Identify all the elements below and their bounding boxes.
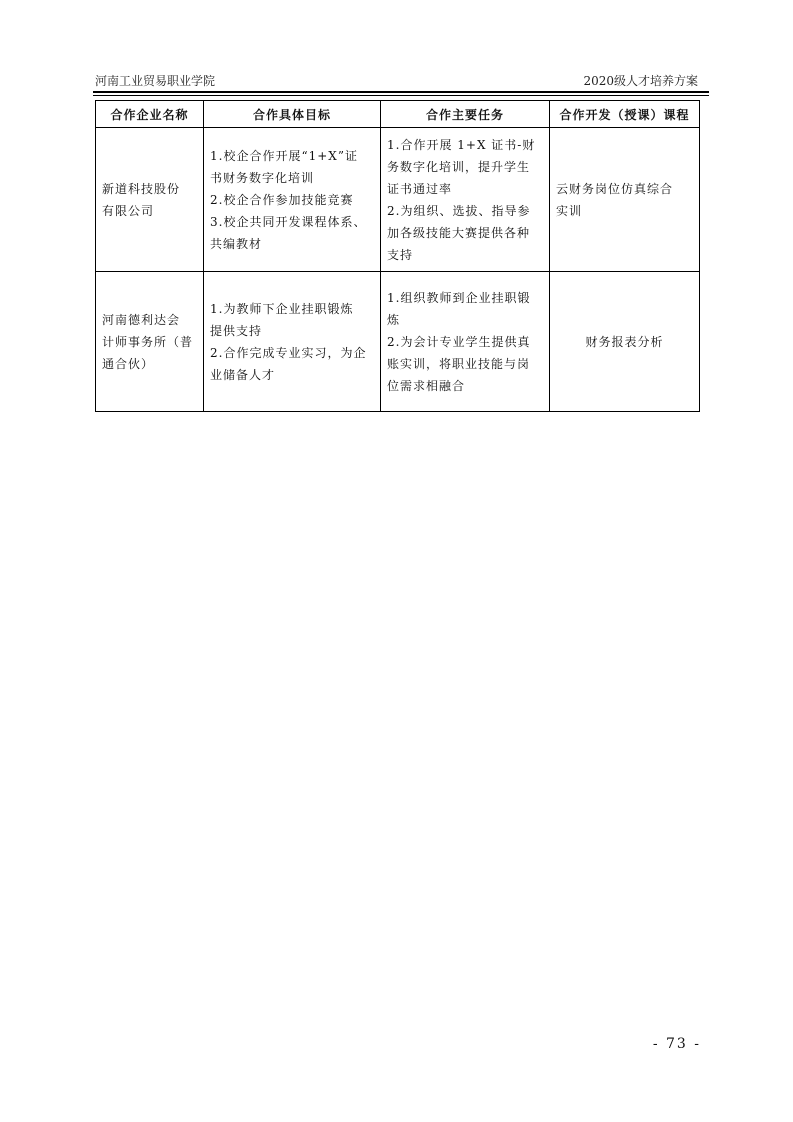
header-document-title: 2020级人才培养方案 [583,74,698,88]
cell-line: 2.为会计专业学生提供真 [387,334,531,349]
cell-line: 2.为组织、选拔、指导参 [387,203,531,218]
cell-line: 务数字化培训，提升学生 [387,159,531,174]
cooperation-table [95,100,700,412]
cell-line: 计师事务所（普 [102,334,194,349]
goals-cell [204,272,381,412]
cell-line: 证书通过率 [387,181,453,196]
cell-line: 业储备人才 [210,367,276,382]
company-cell [96,272,204,412]
column-header-course: 合作开发（授课）课程 [550,101,700,128]
company-cell [96,128,204,272]
cell-line: 1.组织教师到企业挂职锻 [387,290,531,305]
course-cell [550,128,700,272]
cell-line: 3.校企共同开发课程体系、 [210,214,367,229]
table-header-row [96,101,700,128]
header-rule-thin [93,95,709,96]
cell-line: 书财务数字化培训 [210,170,315,185]
cell-line: 有限公司 [102,203,155,218]
cell-line: 1.校企合作开展“1+X”证 [210,148,358,163]
cell-line: 2.合作完成专业实习，为企 [210,345,367,360]
cell-line: 账实训，将职业技能与岗 [387,356,531,371]
column-header-tasks: 合作主要任务 [381,101,550,128]
table-row [96,128,700,272]
page-number: - 73 - [652,1036,701,1052]
tasks-cell [381,128,550,272]
cell-line: 1.为教师下企业挂职锻炼 [210,301,354,316]
column-header-company: 合作企业名称 [96,101,204,128]
cell-line: 炼 [387,312,401,327]
cell-line: 实训 [556,203,583,218]
cell-line: 1.合作开展 1+X 证书-财 [387,137,536,152]
cell-line: 提供支持 [210,323,263,338]
goals-cell [204,128,381,272]
cell-line: 支持 [387,247,414,262]
course-cell [550,272,700,412]
tasks-cell [381,272,550,412]
cell-line: 新道科技股份 [102,181,181,196]
header-rule [93,91,709,93]
cell-line: 云财务岗位仿真综合 [556,181,674,196]
cell-line: 河南德利达会 [102,312,181,327]
column-header-goals: 合作具体目标 [204,101,381,128]
header-institution: 河南工业贸易职业学院 [95,74,216,88]
cell-line: 财务报表分析 [585,334,664,349]
cell-line: 加各级技能大赛提供各种 [387,225,531,240]
cell-line: 通合伙） [102,356,155,371]
cell-line: 位需求相融合 [387,378,466,393]
table-row [96,272,700,412]
cell-line: 2.校企合作参加技能竞赛 [210,192,354,207]
cell-line: 共编教材 [210,236,263,251]
